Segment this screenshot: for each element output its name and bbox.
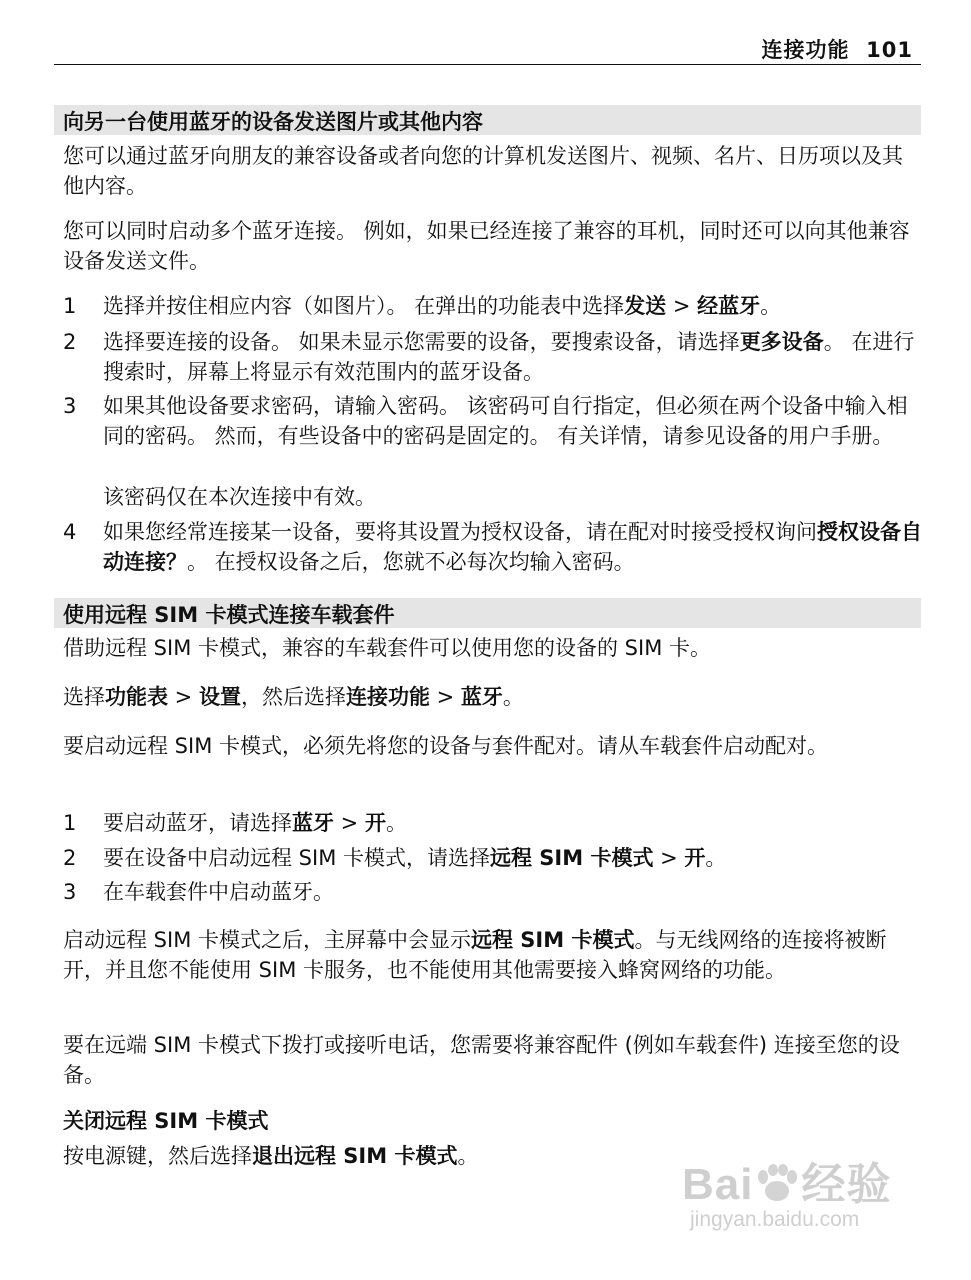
- header-title: 连接功能: [761, 38, 850, 62]
- section-title: 使用远程 SIM 卡模式连接车载套件: [63, 603, 395, 627]
- paragraph: 按电源键，然后选择退出远程 SIM 卡模式。: [63, 1144, 479, 1168]
- page-header: [54, 34, 921, 65]
- section-title: 向另一台使用蓝牙的设备发送图片或其他内容: [63, 110, 483, 134]
- paw-icon: [753, 1163, 801, 1203]
- step-number: 1: [63, 294, 77, 318]
- watermark-url: jingyan.baidu.com: [690, 1208, 860, 1231]
- step-text: 如果其他设备要求密码，请输入密码。 该密码可自行指定，但必须在两个设备中输入相同的密码。 然而，有些设备中的密码是固定的。 有关详情，请参见设备的用户手册。: [103, 394, 908, 448]
- step-text: 如果您经常连接某一设备，要将其设置为授权设备，请在配对时接受授权询问授权设备自动连接？。 在授权设备之后，您就不必每次均输入密码。: [103, 520, 922, 574]
- step-text: 在车载套件中启动蓝牙。: [103, 880, 334, 904]
- paragraph: 启动远程 SIM 卡模式之后，主屏幕中会显示远程 SIM 卡模式。与无线网络的连接将被断开，并且您不能使用 SIM 卡服务，也不能使用其他需要接入蜂窝网络的功能。: [63, 928, 887, 982]
- step-number: 2: [63, 330, 77, 354]
- paragraph: 选择功能表 > 设置，然后选择连接功能 > 蓝牙。: [63, 685, 524, 709]
- step-number: 1: [63, 811, 77, 835]
- step-number: 2: [63, 846, 77, 870]
- step-text: 要启动蓝牙，请选择蓝牙 > 开。: [103, 811, 407, 835]
- subsection-title: 关闭远程 SIM 卡模式: [63, 1109, 269, 1133]
- paragraph: 要在远端 SIM 卡模式下拨打或接听电话，您需要将兼容配件 (例如车载套件) 连接至您的设备。: [63, 1033, 900, 1087]
- baidu-jingyan-watermark: [682, 1148, 922, 1244]
- watermark-logo: Bai 经验: [682, 1160, 892, 1209]
- page-header-text: [762, 34, 913, 64]
- step-text: 选择要连接的设备。 如果未显示您需要的设备，要搜索设备，请选择更多设备。 在进行搜索时，屏幕上将显示有效范围内的蓝牙设备。: [103, 330, 915, 384]
- page-number: 101: [866, 38, 913, 62]
- step-number: 3: [63, 880, 77, 904]
- step-text: 选择并按住相应内容（如图片）。 在弹出的功能表中选择发送 > 经蓝牙。: [103, 294, 782, 318]
- step-note: 该密码仅在本次连接中有效。: [103, 485, 376, 509]
- paragraph: 您可以同时启动多个蓝牙连接。 例如，如果已经连接了兼容的耳机，同时还可以向其他兼容设备发送文件。: [63, 219, 910, 273]
- paragraph: 要启动远程 SIM 卡模式，必须先将您的设备与套件配对。请从车载套件启动配对。: [63, 734, 828, 758]
- step-text: 要在设备中启动远程 SIM 卡模式，请选择远程 SIM 卡模式 > 开。: [103, 846, 727, 870]
- paragraph: 您可以通过蓝牙向朋友的兼容设备或者向您的计算机发送图片、视频、名片、日历项以及其他内容。: [63, 144, 903, 198]
- paragraph: 借助远程 SIM 卡模式，兼容的车载套件可以使用您的设备的 SIM 卡。: [63, 636, 711, 660]
- step-number: 3: [63, 394, 77, 418]
- step-number: 4: [63, 520, 77, 544]
